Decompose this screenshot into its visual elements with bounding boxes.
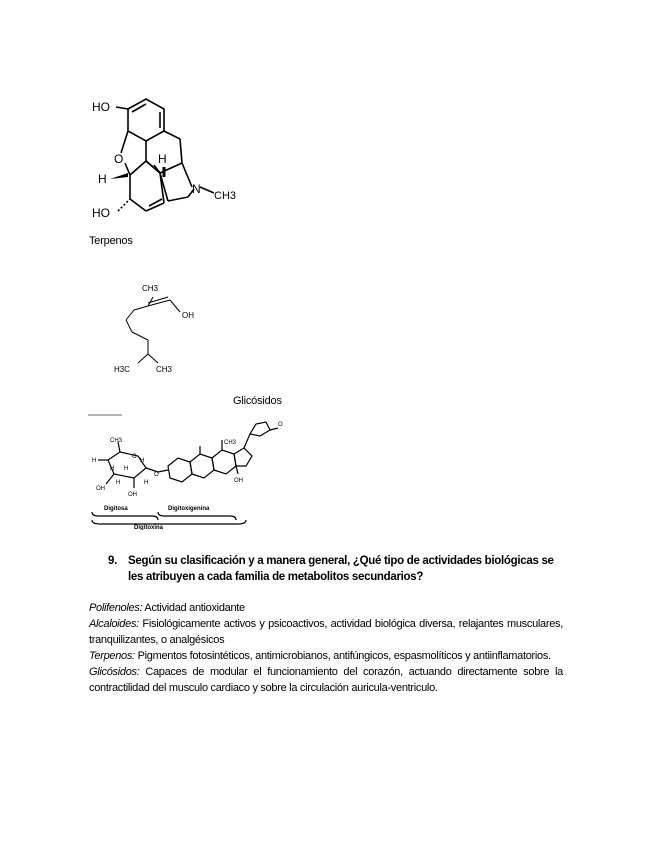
terpene-structure bbox=[108, 280, 208, 375]
morphine-ho-top: HO bbox=[92, 100, 110, 114]
glyco-h1: H bbox=[92, 458, 97, 464]
glicosidos-caption: Glicósidos bbox=[233, 395, 282, 407]
question-9 bbox=[108, 553, 568, 585]
morphine-structure bbox=[88, 95, 248, 230]
question-text: Según su clasificación y a manera general, ¿Qué tipo de actividades biológicas se les atribuyen a cada familia de metabolitos secundarios? bbox=[128, 555, 554, 583]
glyco-h2: H bbox=[110, 466, 115, 472]
terpenos-caption: Terpenos bbox=[89, 235, 133, 247]
glyco-oh-steroid: OH bbox=[234, 478, 243, 484]
morphine-h-center: H bbox=[158, 152, 167, 166]
glycoside-structure bbox=[88, 412, 288, 530]
glyco-o-sugar: O bbox=[132, 454, 137, 460]
answers-block bbox=[89, 600, 563, 696]
answer-glicosidos bbox=[89, 664, 563, 696]
morphine-ho-bottom: HO bbox=[92, 206, 110, 220]
glyco-ch3-sugar: CH3 bbox=[110, 438, 123, 444]
morphine-n: N bbox=[192, 182, 201, 196]
answer-text: Pigmentos fotosintéticos, antimicrobianos, antifúngicos, espasmolíticos y antiinflamatorios. bbox=[134, 650, 551, 662]
answer-text: Actividad antioxidante bbox=[142, 602, 245, 614]
glyco-h4: H bbox=[140, 458, 145, 464]
glyco-digitosa: Digitosa bbox=[104, 506, 128, 512]
answer-terpenos bbox=[89, 648, 563, 664]
glyco-ch3-steroid: CH3 bbox=[224, 440, 237, 446]
glyco-digitoxigenina: Digitoxigenina bbox=[168, 506, 210, 512]
terpene-ch3-top: CH3 bbox=[142, 284, 159, 293]
terpene-h3c: H3C bbox=[114, 365, 131, 374]
glyco-h6: H bbox=[144, 480, 149, 486]
terpene-ch3-bottom: CH3 bbox=[156, 365, 173, 374]
terpene-oh: OH bbox=[182, 311, 194, 320]
glyco-oh2: OH bbox=[128, 492, 137, 498]
morphine-h-left: H bbox=[98, 172, 107, 186]
morphine-o-ring: O bbox=[114, 152, 124, 166]
glyco-o-lactone: O bbox=[278, 422, 283, 428]
answer-text: Capaces de modular el funcionamiento del corazón, actuando directamente sobre la contractilidad del musculo cardiaco y sobre la circulación auricula-ventriculo. bbox=[89, 666, 563, 694]
answer-term: Glicósidos: bbox=[89, 666, 140, 678]
answer-polifenoles bbox=[89, 600, 563, 616]
answer-text: Fisiológicamente activos y psicoactivos, actividad biológica diversa, relajantes musculares, tranquilizantes, o analgésicos bbox=[89, 618, 563, 646]
glyco-h5: H bbox=[116, 480, 121, 486]
answer-alcaloides bbox=[89, 616, 563, 648]
question-number: 9. bbox=[108, 555, 117, 567]
glyco-oh1: OH bbox=[96, 486, 105, 492]
glyco-digitoxina: Digitoxina bbox=[134, 525, 164, 530]
answer-term: Alcaloides: bbox=[89, 618, 139, 630]
glyco-o-link: O bbox=[154, 472, 159, 478]
answer-term: Polifenoles: bbox=[89, 602, 143, 614]
answer-term: Terpenos: bbox=[89, 650, 135, 662]
glyco-h3: H bbox=[124, 466, 129, 472]
morphine-ch3: CH3 bbox=[214, 190, 237, 202]
